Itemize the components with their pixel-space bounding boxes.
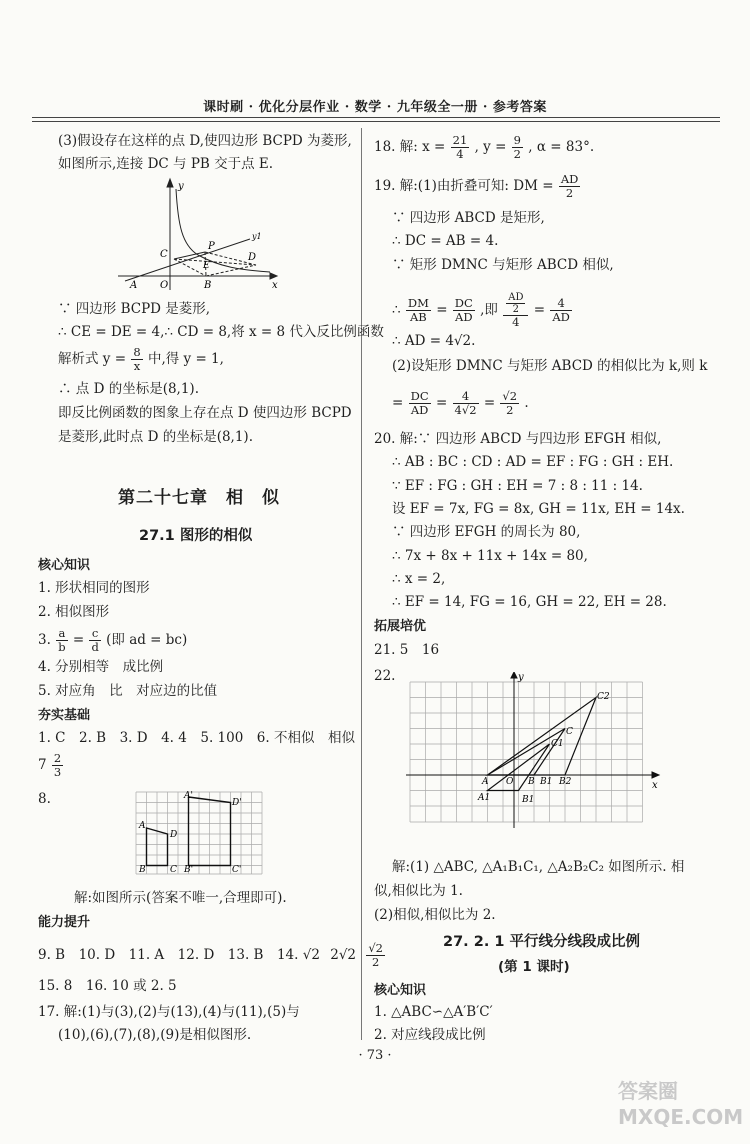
watermark: 答案圈 MXQE.COM (618, 1079, 744, 1129)
fraction-a-over-b: $\frac{a}{b}$ (58, 626, 66, 654)
q19-line-8: = $\frac{DC}{AD}$ = $\frac{4}{4√2}$ = $\frac{√2}{2}$ . (392, 389, 529, 417)
fraction-9-over-2: $\frac{9}{2}$ (513, 133, 521, 161)
label-b: B (204, 280, 212, 291)
answer-8: 解:如图所示(答案不唯一,合理即可). (74, 890, 287, 906)
core-item-4: 4. 分别相等 成比例 (38, 659, 164, 675)
answers-15-16: 15. 8 16. 10 或 2. 5 (38, 978, 177, 994)
q3-intro: (3)假设存在这样的点 D,使四边形 BCPD 为菱形, (58, 133, 352, 149)
grid-label-x: x (652, 780, 658, 791)
core-item-5: 5. 对应角 比 对应边的比值 (38, 683, 218, 699)
fraction-4-over-4root2: $\frac{4}{4√2}$ (454, 389, 477, 417)
fraction-root2-over-2b: $\frac{√2}{2}$ (502, 389, 518, 417)
basic-answers: 1. C 2. B 3. D 4. 4 5. 100 6. 不相似 相似 (38, 730, 355, 746)
label-a-prime: A' (184, 791, 193, 801)
core2-item-1: 1. △ABC∽△A′B′C′ (374, 1004, 493, 1020)
q20-line-4: 设 EF = 7x, FG = 8x, GH = 11x, EH = 14x. (392, 501, 685, 517)
q17-line-1: 17. 解:(1)与(3),(2)与(13),(4)与(11),(5)与 (38, 1004, 300, 1020)
q3-intro-2: 如图所示,连接 DC 与 PB 交于点 E. (58, 156, 274, 172)
header-rule-bottom (32, 121, 720, 122)
section-27-1-title: 27.1 图形的相似 (139, 528, 253, 544)
label-b-prime: B' (184, 865, 194, 875)
fraction-21-over-4: $\frac{21}{4}$ (452, 133, 468, 161)
grid-label-c: C (566, 727, 573, 737)
running-header: 课时刷 · 优化分层作业 · 数学 · 九年级全一册 · 参考答案 (203, 100, 547, 115)
page-number: · 73 · (358, 1048, 392, 1063)
label-c8: C (170, 865, 177, 875)
section-27-2-1-title: 27. 2. 1 平行线分线段成比例 (443, 934, 641, 950)
q19-line-1: 19. 解:(1)由折叠可知: DM = $\frac{AD}{2}$ (374, 172, 579, 200)
fraction-root2-over-2: $\frac{√2}{2}$ (368, 941, 383, 969)
q22-answer-2: 似,相似比为 1. (374, 883, 463, 899)
grid-label-y: y (518, 672, 524, 683)
q19-line-6: ∴ AD = 4√2. (392, 333, 476, 349)
fraction-8-over-x: $\frac{8}{x}$ (133, 345, 141, 373)
grid-label-b2: B2 (559, 777, 572, 787)
core-item-3: 3. $\frac{a}{b}$ = $\frac{c}{d}$ (即 ad = bc) (38, 626, 188, 654)
label-d: D (248, 252, 257, 263)
chapter-title: 第二十七章 相 似 (118, 488, 280, 508)
label-b8: B (139, 865, 146, 875)
label-y: y (178, 181, 184, 192)
q20-line-5: ∵ 四边形 EFGH 的周长为 80, (392, 524, 581, 540)
label-y1: y1 (252, 232, 262, 241)
grid-figure-8 (128, 790, 268, 878)
x-axis-arrow (270, 273, 277, 279)
fraction-dc-over-ad-2: $\frac{DC}{AD}$ (410, 389, 429, 417)
fraction-dc-over-ad: $\frac{DC}{AD}$ (454, 296, 473, 324)
q20-line-3: ∵ EF : FG : GH : EH = 7 : 8 : 11 : 14. (392, 478, 643, 494)
grid-label-b1-axis: B1 (540, 777, 553, 787)
core-item-2: 2. 相似图形 (38, 604, 110, 620)
grid-label-c2: C2 (597, 692, 610, 702)
header-rule-top (32, 117, 720, 118)
label-c: C (160, 249, 168, 260)
core-item-1: 1. 形状相同的图形 (38, 580, 150, 596)
fraction-c-over-d: $\frac{c}{d}$ (91, 626, 99, 654)
label-e: E (203, 261, 210, 271)
question-8-label: 8. (38, 791, 51, 807)
segment-cd (174, 259, 256, 265)
substitute-line: 解析式 y = $\frac{8}{x}$ 中,得 y = 1, (58, 345, 224, 373)
label-d-prime: D' (232, 798, 242, 808)
fraction-ad-over-2: $\frac{AD}{2}$ (560, 172, 579, 200)
fraction-complex-ad2-over-4: $\frac{\frac{AD}{2}}{4}$ (503, 292, 528, 329)
grid-label-b1: B1 (522, 795, 535, 805)
conclusion-1: 即反比例函数的图象上存在点 D 使四边形 BCPD (58, 405, 352, 421)
ce-de-line: ∴ CE = DE = 4,∴ CD = 8,将 x = 8 代入反比例函数 (58, 324, 384, 340)
answer-21: 21. 5 16 (374, 642, 440, 658)
grid-label-b: B (528, 777, 535, 787)
expand-heading: 拓展培优 (374, 619, 427, 634)
q22-answer-3: (2)相似,相似比为 2. (374, 907, 496, 923)
grid-label-c1: C1 (551, 739, 564, 749)
hyperbola-graph (110, 175, 285, 293)
label-p: P (208, 241, 215, 252)
q17-line-2: (10),(6),(7),(8),(9)是相似图形. (58, 1027, 252, 1043)
conclusion-2: 是菱形,此时点 D 的坐标是(8,1). (58, 429, 253, 445)
fraction-4-over-ad: $\frac{4}{AD}$ (552, 296, 570, 324)
basic-heading: 夯实基础 (38, 708, 91, 723)
grid-label-a1: A1 (478, 793, 491, 803)
q20-line-6: ∴ 7x + 8x + 11x + 14x = 80, (392, 548, 588, 564)
core2-item-2: 2. 对应线段成比例 (374, 1027, 486, 1043)
grid-label-a: A (482, 777, 489, 787)
core-knowledge-heading: 核心知识 (38, 558, 91, 573)
q20-line-1: 20. 解:∵ 四边形 ABCD 与四边形 EFGH 相似, (374, 431, 662, 447)
question-22-label: 22. (374, 668, 396, 684)
point-d-coord: ∴ 点 D 的坐标是(8,1). (58, 381, 199, 397)
q19-line-5: ∴ $\frac{DM}{AB}$ = $\frac{DC}{AD}$ ,即 $\frac{\frac{AD}{2}}{4}$ = $\frac{4}{AD}$ (392, 292, 570, 329)
core2-heading: 核心知识 (374, 983, 427, 998)
coordinate-grid-22 (398, 672, 662, 832)
segment-cb (174, 259, 206, 276)
ability-heading: 能力提升 (38, 915, 91, 930)
q19-line-3: ∴ DC = AB = 4. (392, 233, 499, 249)
q22-answer-1: 解:(1) △ABC, △A₁B₁C₁, △A₂B₂C₂ 如图所示. 相 (392, 859, 685, 875)
q19-line-4: ∵ 矩形 DMNC 与矩形 ABCD 相似, (392, 257, 614, 273)
label-c-prime: C' (232, 865, 242, 875)
q19-line-2: ∵ 四边形 ABCD 是矩形, (392, 210, 545, 226)
fraction-dm-over-ab: $\frac{DM}{AB}$ (407, 296, 429, 324)
label-a8: A (139, 821, 146, 831)
rhombus-given: ∵ 四边形 BCPD 是菱形, (58, 301, 211, 317)
fraction-2-over-3: $\frac{2}{3}$ (53, 751, 62, 779)
label-d8: D (170, 830, 178, 840)
section-27-2-1-subtitle: (第 1 课时) (498, 959, 570, 975)
label-x: x (272, 280, 278, 291)
q19-line-7: (2)设矩形 DMNC 与矩形 ABCD 的相似比为 k,则 k (392, 358, 708, 374)
q20-line-2: ∴ AB : BC : CD : AD = EF : FG : GH : EH. (392, 454, 674, 470)
triangle-abc (488, 729, 566, 776)
y-axis-arrow (167, 179, 173, 187)
q20-line-7: ∴ x = 2, (392, 571, 446, 587)
ability-answers: 9. B 10. D 11. A 12. D 13. B 14. √2 2√2 $\frac{√2}{2}$ (38, 941, 383, 969)
label-o: O (160, 280, 169, 291)
column-divider (361, 128, 362, 1040)
answer-18: 18. 解: x = $\frac{21}{4}$ , y = $\frac{9}{2}$ , α = 83°. (374, 133, 595, 161)
q20-line-8: ∴ EF = 14, FG = 16, GH = 22, EH = 28. (392, 594, 667, 610)
answer-7: 7 $\frac{2}{3}$ (38, 751, 62, 779)
grid-label-o: O (506, 777, 514, 787)
label-a: A (130, 280, 138, 291)
